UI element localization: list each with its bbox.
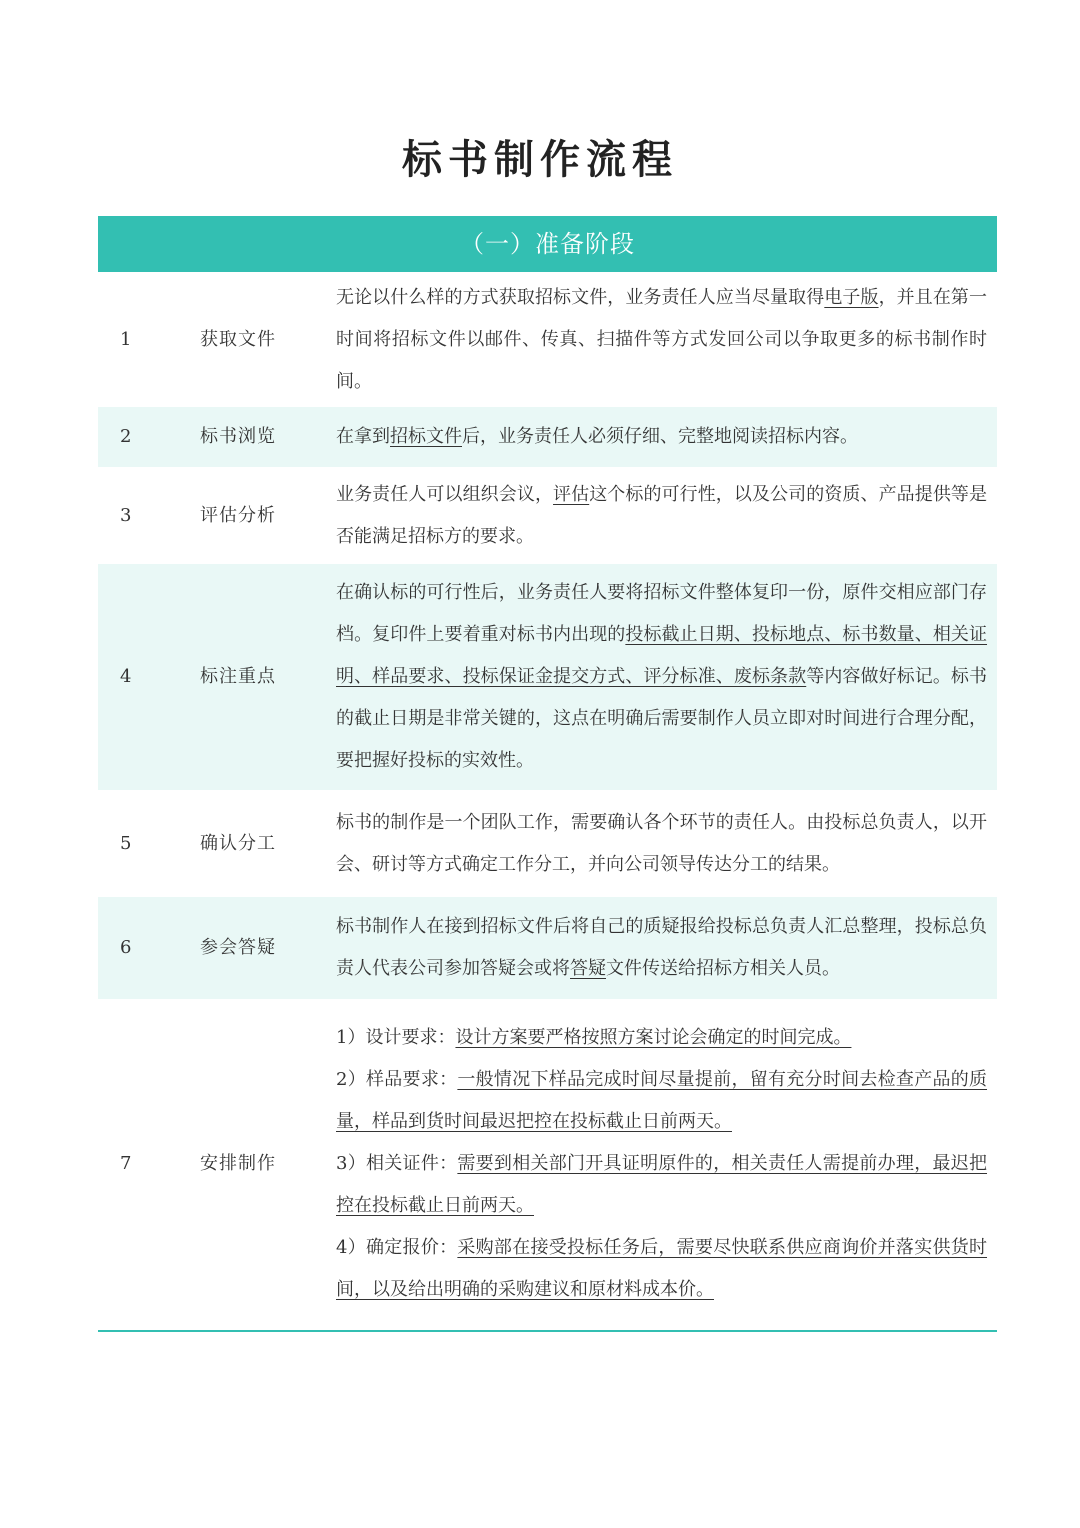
row-number: 7	[120, 1153, 132, 1174]
desc-text: 标书制作人在接到招标文件后将自己的质疑报给投标总负责人汇总整理，投标总负责人代表公司参加答疑会或将	[336, 916, 987, 979]
sub-step-label: 1）设计要求：	[336, 1027, 456, 1048]
sub-step	[336, 1143, 987, 1227]
desc-underlined: 电子版	[824, 286, 879, 308]
row-description	[336, 416, 997, 458]
row-description	[336, 802, 997, 886]
table-row	[98, 272, 997, 407]
sub-step	[336, 1059, 987, 1143]
row-number: 4	[120, 666, 132, 687]
row-number: 2	[120, 426, 132, 447]
desc-text: 等内容做好标记。标书的截止日期是非常关键的，这点在明确后需要制作人员立即对时间进行合理分配，要把握好投标的实效性。	[336, 666, 988, 771]
table-row	[98, 467, 997, 564]
section-header: （一）准备阶段	[98, 216, 997, 272]
row-step-name: 标书浏览	[200, 426, 276, 447]
sub-step-text: 采购部在接受投标任务后，需要尽快联系供应商询价并落实供货时间，以及给出明确的采购建议和原材料成本价。	[336, 1237, 988, 1300]
desc-text: 文件传送给招标方相关人员。	[606, 958, 840, 979]
desc-text: 在确认标的可行性后，业务责任人要将招标文件整体复印一份，原件交相应部门存档。复印件上要着重对标书内出现的	[336, 582, 987, 645]
sub-step	[336, 1227, 987, 1311]
process-table	[98, 272, 997, 1329]
desc-underlined: 投标截止日期、投标地点、标书数量、相关证明、样品要求、投标保证金提交方式、评分标准、废标条款	[336, 624, 988, 687]
row-description	[336, 474, 997, 558]
row-description	[336, 906, 997, 990]
row-step-name: 参会答疑	[200, 937, 276, 958]
table-row	[98, 790, 997, 897]
row-description	[336, 277, 997, 403]
desc-text: 在拿到	[336, 426, 390, 447]
row-number: 3	[120, 504, 132, 526]
table-row	[98, 999, 997, 1329]
desc-text: 标书的制作是一个团队工作，需要确认各个环节的责任人。由投标总负责人，以开会、研讨等方式确定工作分工，并向公司领导传达分工的结果。	[336, 811, 987, 875]
desc-text: 业务责任人可以组织会议，	[336, 483, 554, 505]
desc-underlined: 评估	[553, 483, 590, 505]
row-number: 5	[120, 832, 132, 854]
sub-step-label: 2）样品要求：	[336, 1069, 458, 1090]
row-step-name: 确认分工	[200, 832, 276, 854]
sub-step-label: 4）确定报价：	[336, 1237, 458, 1258]
sub-step-text: 一般情况下样品完成时间尽量提前，留有充分时间去检查产品的质量，样品到货时间最迟把控在投标截止日前两天。	[336, 1069, 988, 1132]
sub-step-text: 需要到相关部门开具证明原件的，相关责任人需提前办理，最迟把控在投标截止日前两天。	[336, 1153, 988, 1216]
row-description	[336, 1017, 997, 1311]
table-row	[98, 564, 997, 790]
sub-step-label: 3）相关证件：	[336, 1153, 458, 1174]
sub-step	[336, 1017, 987, 1059]
row-step-name: 获取文件	[200, 328, 276, 350]
desc-text: 后，业务责任人必须仔细、完整地阅读招标内容。	[462, 426, 858, 447]
desc-underlined: 招标文件	[390, 426, 462, 447]
desc-text: 无论以什么样的方式获取招标文件，业务责任人应当尽量取得	[336, 286, 825, 308]
row-description	[336, 572, 997, 782]
row-number: 6	[120, 937, 132, 958]
row-step-name: 标注重点	[200, 666, 276, 687]
table-row	[98, 897, 997, 999]
row-number: 1	[120, 328, 132, 350]
row-step-name: 安排制作	[200, 1153, 276, 1174]
page-title: 标书制作流程	[402, 136, 678, 183]
row-step-name: 评估分析	[200, 504, 276, 526]
desc-text: ，并且在第一时间将招标文件以邮件、传真、扫描件等方式发回公司以争取更多的标书制作时间。	[336, 286, 988, 392]
bottom-divider	[98, 1330, 997, 1332]
table-row	[98, 407, 997, 467]
desc-text: 这个标的可行性，以及公司的资质、产品提供等是否能满足招标方的要求。	[336, 483, 988, 547]
desc-underlined: 答疑	[570, 958, 606, 979]
sub-step-text: 设计方案要严格按照方案讨论会确定的时间完成。	[455, 1027, 852, 1048]
